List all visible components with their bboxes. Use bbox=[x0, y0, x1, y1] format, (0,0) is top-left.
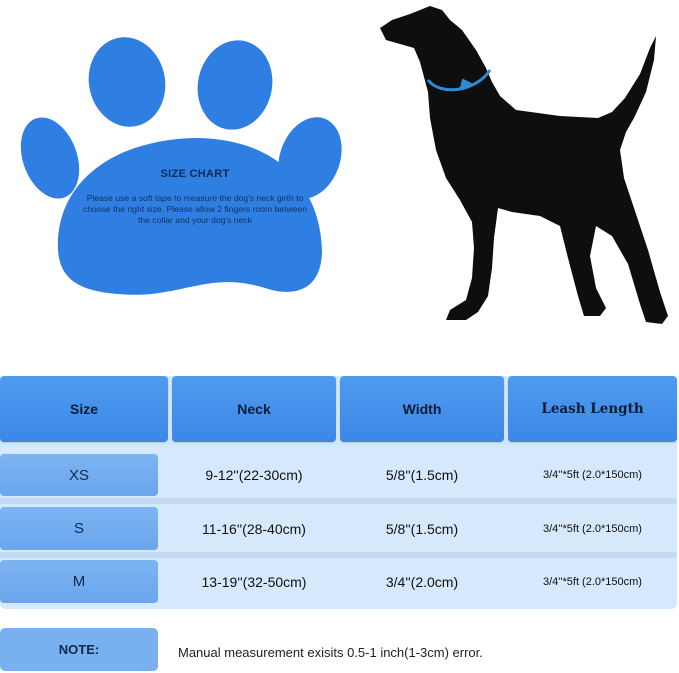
row-width-value: 5/8''(1.5cm) bbox=[385, 467, 459, 483]
row-size-label: S bbox=[0, 507, 158, 550]
row-size-label: XS bbox=[0, 454, 158, 496]
row-leash-value: 3/4''*5ft (2.0*150cm) bbox=[543, 469, 642, 481]
row-separator bbox=[0, 552, 677, 558]
paw-toe-inner-right bbox=[189, 33, 280, 136]
row-width-value: 5/8''(1.5cm) bbox=[385, 520, 459, 537]
row-leash-value: 3/4''*5ft (2.0*150cm) bbox=[543, 575, 642, 588]
note-text: Manual measurement exisits 0.5-1 inch(1-3cm) error. bbox=[178, 645, 483, 660]
size-chart-description: Please use a soft tape to measure the dog's neck girth to choose the right size. Please allow 2 fingers room between the collar and your dog's neck bbox=[82, 193, 308, 225]
dog-silhouette-icon bbox=[380, 6, 668, 324]
header-neck: Neck bbox=[172, 376, 336, 442]
header-size: Size bbox=[0, 376, 168, 442]
row-width-value: 3/4''(2.0cm) bbox=[385, 573, 459, 590]
size-chart-title: SIZE CHART bbox=[160, 168, 230, 180]
header-leash-length: Leash Length bbox=[508, 376, 677, 442]
row-neck-value: 11-16''(28-40cm) bbox=[202, 520, 306, 537]
paw-toe-inner-left bbox=[80, 30, 173, 134]
note-label: NOTE: bbox=[0, 628, 158, 671]
row-leash-value: 3/4''*5ft (2.0*150cm) bbox=[543, 522, 642, 535]
row-separator bbox=[0, 498, 677, 504]
row-neck-value: 13-19''(32-50cm) bbox=[201, 573, 307, 590]
row-size-label: M bbox=[0, 560, 158, 603]
paw-print-icon bbox=[10, 30, 352, 295]
row-neck-value: 9-12''(22-30cm) bbox=[205, 467, 303, 483]
header-width: Width bbox=[340, 376, 504, 442]
